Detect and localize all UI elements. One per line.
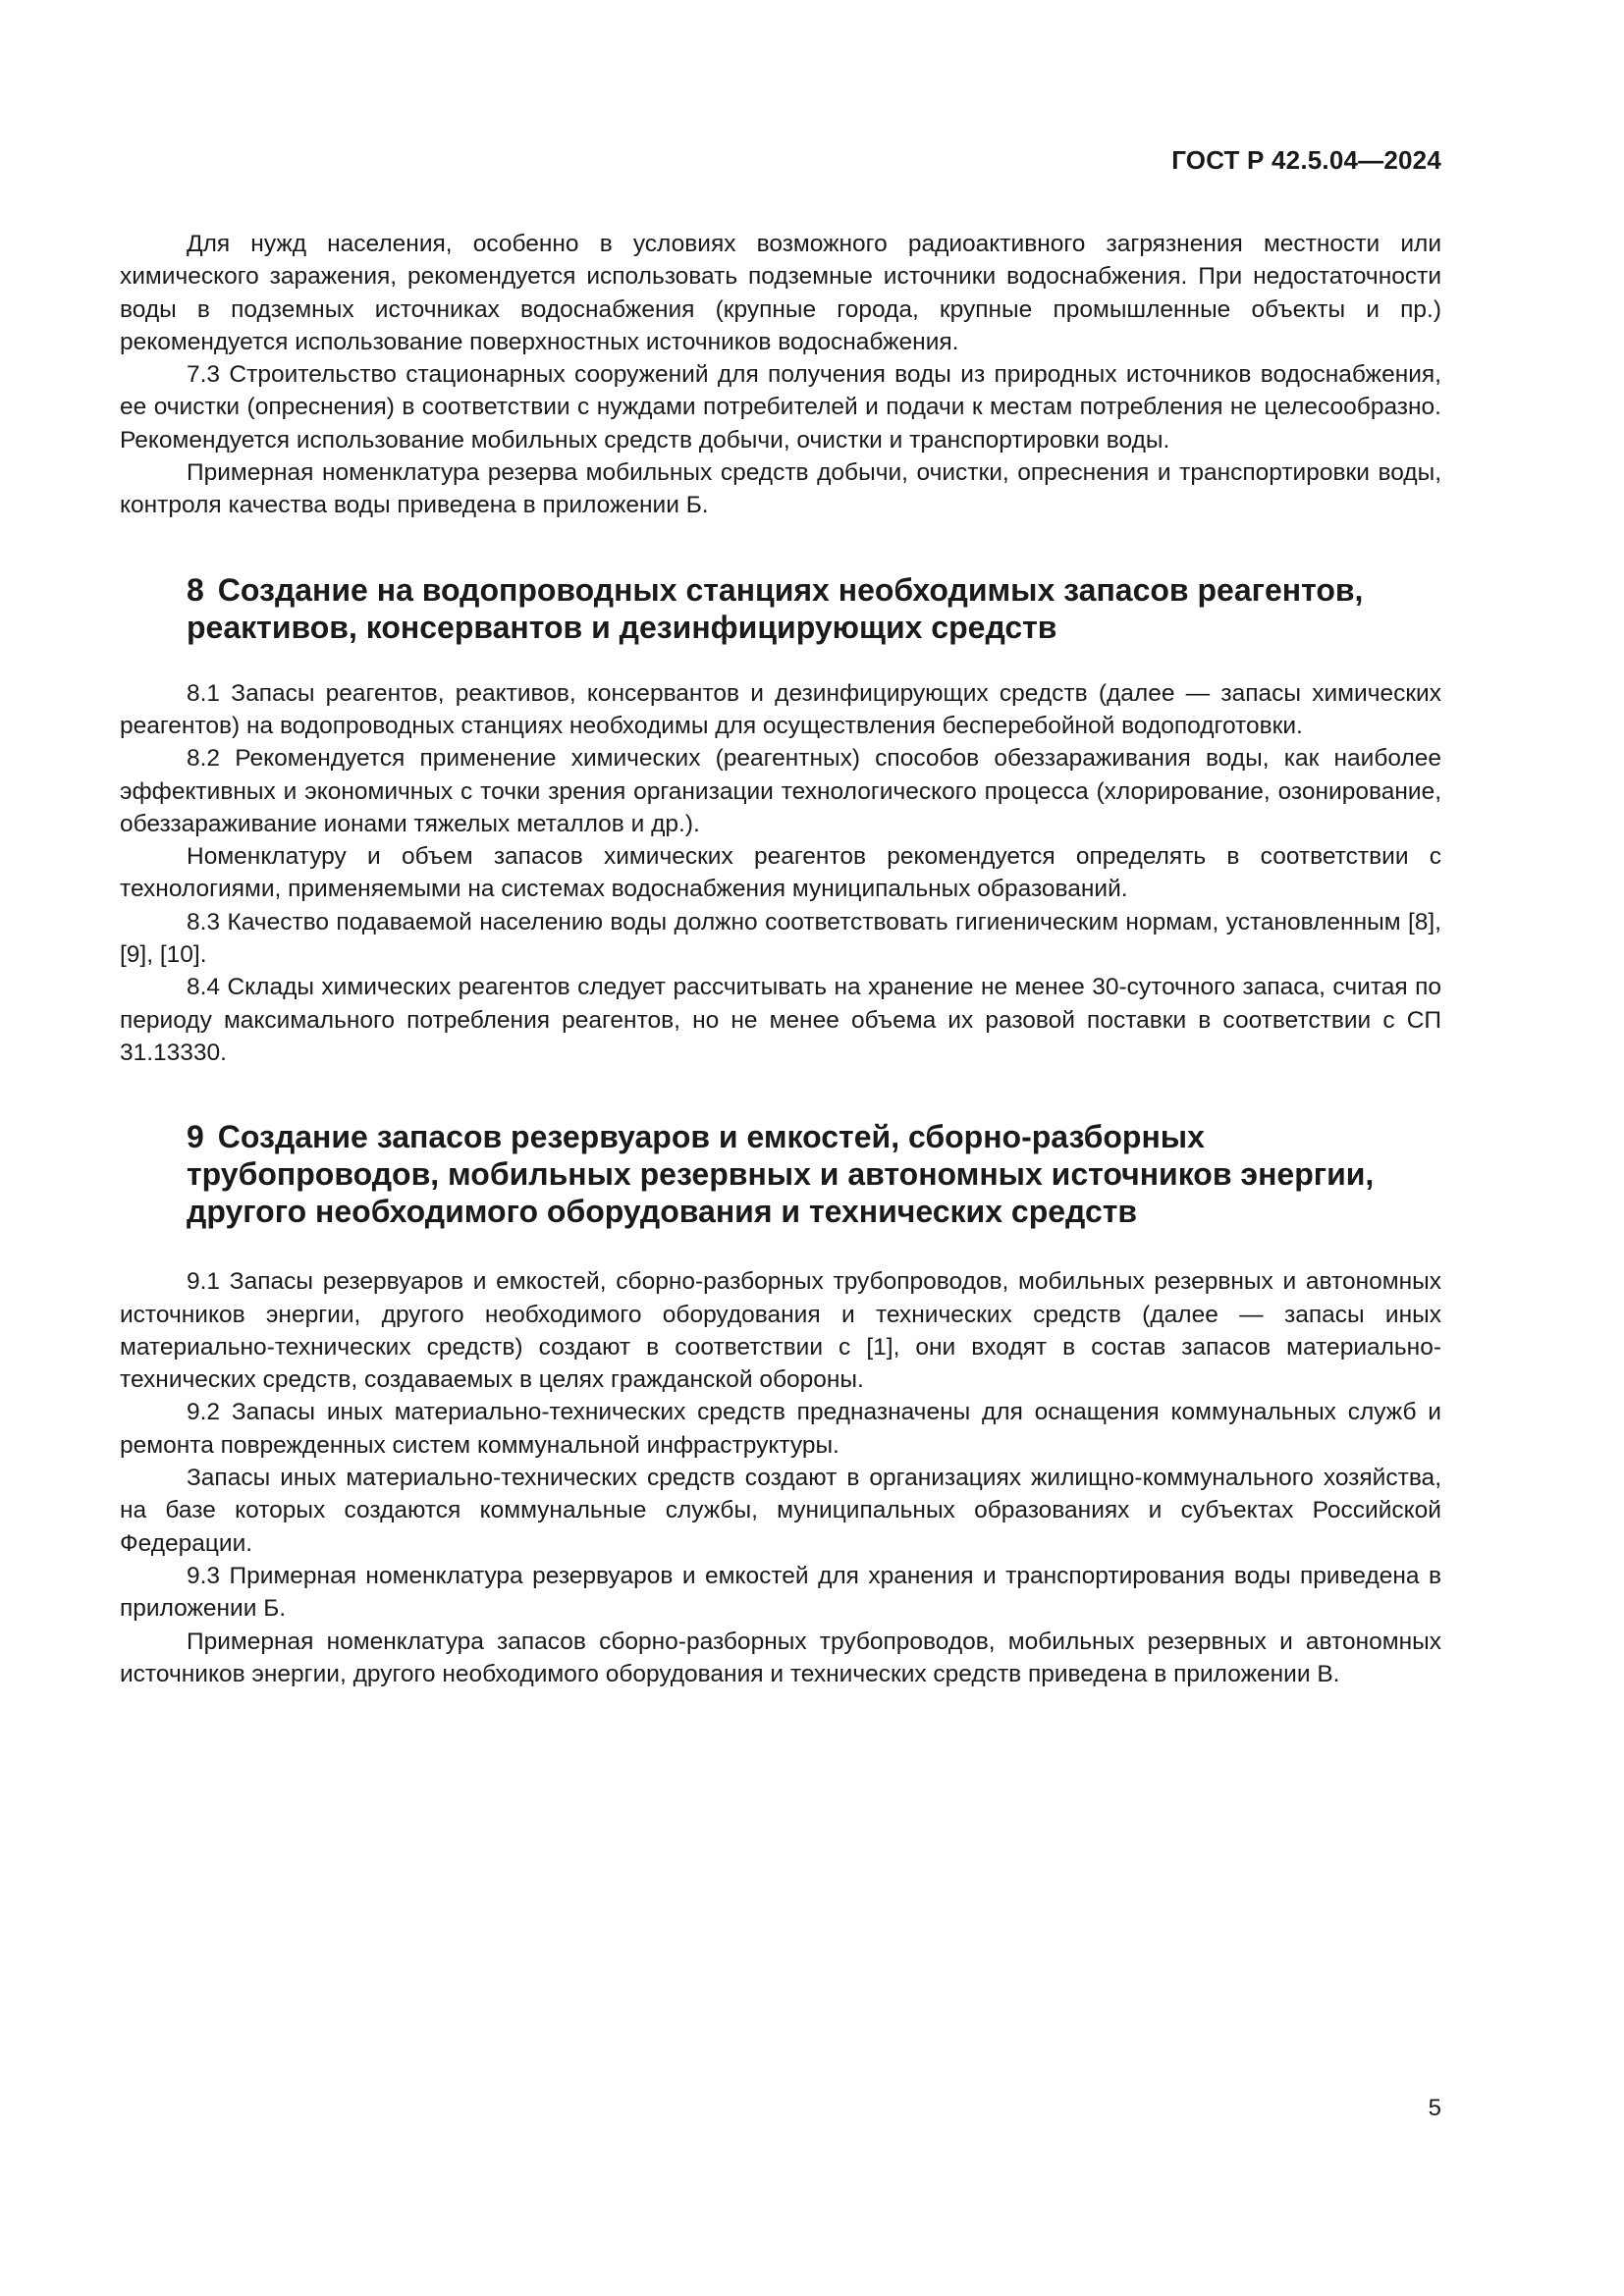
section-9-title: Создание запасов резервуаров и емкостей, сборно-разборных трубопроводов, мобильных резервных и автономных источников энергии, другого необходимого оборудования и технических средств [187,1119,1375,1230]
section-9-number: 9 [187,1119,204,1155]
section-9-heading [120,1118,1441,1230]
paragraph-8-2: 8.2 Рекомендуется применение химических (реагентных) способов обеззараживания воды, как наиболее эффективных и экономичных с точки зрения организации технологического процесса (хлорирование, озонирование, обеззараживание ионами тяжелых металлов и др.). [120,745,1441,837]
document-code: ГОСТ Р 42.5.04—2024 [1171,145,1441,175]
paragraph-8-4: 8.4 Склады химических реагентов следует рассчитывать на хранение не менее 30-суточного запаса, считая по периоду максимального потребления реагентов, но не менее объема их разовой поставки в соответствии с СП 31.13330. [120,974,1441,1066]
paragraph-water-sources: Для нужд населения, особенно в условиях возможного радиоактивного загрязнения местности или химического заражения, рекомендуется использовать подземные источники водоснабжения. При недостаточности воды в подземных источниках водоснабжения (крупные города, крупные промышленные объекты и пр.) рекомендуется использование поверхностных источников водоснабжения. [120,231,1441,355]
paragraph-9-3: 9.3 Примерная номенклатура резервуаров и емкостей для хранения и транспортирования воды приведена в приложении Б. [120,1562,1441,1623]
paragraph-pipeline-nomenclature: Примерная номенклатура запасов сборно-разборных трубопроводов, мобильных резервных и автономных источников энергии, другого необходимого оборудования и технических средств приведена в приложении В. [120,1628,1441,1687]
section-8-heading [120,571,1441,646]
paragraph-9-2: 9.2 Запасы иных материально-технических средств предназначены для оснащения коммунальных служб и ремонта поврежденных систем коммунальной инфраструктуры. [120,1399,1441,1459]
paragraph-mobile-nomenclature: Примерная номенклатура резерва мобильных средств добычи, очистки, опреснения и транспортировки воды, контроля качества воды приведена в приложении Б. [120,459,1441,519]
paragraph-housing-organizations: Запасы иных материально-технических средств создают в организациях жилищно-коммунального хозяйства, на базе которых создаются коммунальные службы, муниципальных образованиях и субъектах Российской Федерации. [120,1465,1441,1557]
section-8-title: Создание на водопроводных станциях необходимых запасов реагентов, реактивов, консервантов и дезинфицирующих средств [187,571,1364,645]
paragraph-reagent-nomenclature: Номенклатуру и объем запасов химических реагентов рекомендуется определять в соответствии с технологиями, применяемыми на системах водоснабжения муниципальных образований. [120,843,1441,903]
paragraph-8-1: 8.1 Запасы реагентов, реактивов, консервантов и дезинфицирующих средств (далее — запасы химических реагентов) на водопроводных станциях необходимы для осуществления бесперебойной водоподготовки. [120,679,1441,739]
page-content [120,228,1441,1690]
paragraph-8-3: 8.3 Качество подаваемой населению воды должно соответствовать гигиеническим нормам, установленным [8], [9], [10]. [120,908,1441,969]
page-number: 5 [1428,2095,1441,2121]
paragraph-9-1: 9.1 Запасы резервуаров и емкостей, сборно-разборных трубопроводов, мобильных резервных и автономных источников энергии, другого необходимого оборудования и технических средств (далее — запасы иных материально-технических средств) создают в соответствии с [1], они входят в состав запасов материально-технических средств, создаваемых в целях гражданской обороны. [120,1268,1441,1394]
paragraph-7-3: 7.3 Строительство стационарных сооружений для получения воды из природных источников водоснабжения, ее очистки (опреснения) в соответствии с нуждами потребителей и подачи к местам потребления не целесообразно. Рекомендуется использование мобильных средств добычи, очистки и транспортировки воды. [120,361,1441,454]
section-8-number: 8 [187,571,204,608]
